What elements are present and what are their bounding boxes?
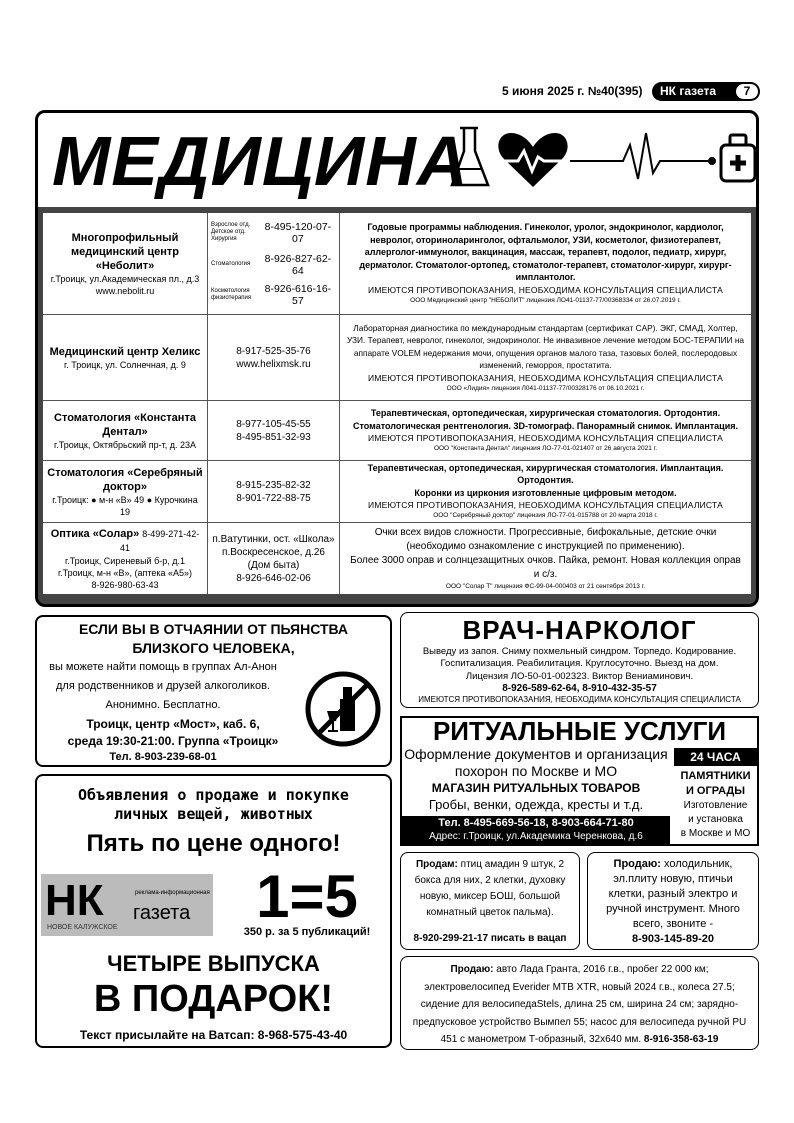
ad-body [401, 853, 579, 921]
brand-label: НК газета [660, 84, 717, 98]
clinic-description: Лабораторная диагностика по международным стандартам (сертификат CAP). ЭКГ, СМАД, Холтер, УЗИ. Терапевт, невролог, гинеколог, эндокринолог. Не инвазивное лечение методом БОС-ТЕРАПИИ на аппарате VOLEM недержания мочи, опущения органов малого таза, тазовых болей, послеродовых изменений, геморроя, простатита. [346, 322, 745, 370]
clinic-name-text: Оптика «Солар» [50, 527, 140, 540]
ad-label: Продаю: [613, 858, 661, 870]
clinic-address: г.Троицк, ул.Академическая пл., д.3 [50, 273, 200, 284]
phone-number: 8-926-827-62-64 [264, 252, 332, 277]
logo-word: газета [133, 902, 191, 924]
section-title: МЕДИЦИНА [52, 122, 469, 200]
al-anon-ad [35, 615, 392, 767]
ad-phone: 8-920-299-21-17 писать в вацап [413, 933, 567, 944]
clinic-name [47, 527, 203, 555]
promo-contact: Текст присылайте на Ватсап: 8-968-575-43-40 [79, 1028, 348, 1042]
clinic-address: г.Троицк, м-н «В», (аптека «А5») [57, 567, 193, 578]
ad-phone: 8-926-589-62-64, 8-910-432-35-57 [502, 683, 657, 694]
ad-text: Троицк, центр «Мост», каб. 6, [86, 717, 260, 731]
promo-bonus: В ПОДАРОК! [93, 978, 334, 1020]
phone-number: 8-495-120-07-07 [264, 220, 332, 245]
clinics-table [43, 213, 751, 594]
logo-tagline: реклама-информационная [135, 890, 210, 896]
ad-label: Продаю: [450, 964, 494, 975]
ad-text: вы можете найти помощь в группах Ал-Анон [49, 661, 277, 673]
ad-phone: Тел. 8-903-239-68-01 [109, 751, 217, 763]
ad-address: Адрес: г.Троицк, ул.Академика Черенкова, д.6 [429, 831, 643, 842]
ad-phone: Тел. 8-495-669-56-18, 8-903-664-71-80 [438, 817, 634, 829]
medicine-section [35, 110, 759, 607]
first-aid-kit-icon [721, 135, 755, 181]
page-number: 7 [736, 84, 758, 99]
clinic-address: г.Троицк: ● м-н «В» 49 ● Курочкина 19 [52, 494, 198, 517]
clinic-description: (необходимо ознакомление с инструкцией по применению). [406, 540, 685, 552]
medical-icons [448, 123, 758, 193]
classifieds-promo [35, 774, 392, 1048]
clinic-description: Терапевтическая, ортопедическая, хирургическая стоматология. Имплантация. Ортодонтия. [367, 462, 724, 486]
ad-title: ВРАЧ-НАРКОЛОГ [462, 615, 697, 645]
logo-letters: НК [45, 876, 104, 925]
ad-body [401, 957, 758, 1049]
clinic-address: г.Троицк, Октябрьский пр-т, д. 23А [54, 439, 196, 450]
ad-text: в Москве и МО [680, 828, 751, 839]
clinic-name: Медицинский центр Хеликс [49, 345, 201, 358]
clinic-description: Коронки из циркония изготовленные цифровым методом. [414, 487, 677, 498]
clinic-name: Многопрофильный медицинский центр «Неболит» [70, 231, 179, 272]
clinic-site: www.helixmsk.ru [236, 358, 311, 370]
phone-label: Взрослое отд. Детское отд. Хирургия [211, 222, 251, 242]
issue-date: 5 июня 2025 г. №40(395) [502, 84, 643, 98]
clinic-site: www.nebolit.ru [95, 285, 155, 296]
promo-slogan: Пять по цене одного! [86, 830, 341, 857]
ad-text: Гробы, венки, одежда, кресты и т.д. [428, 797, 644, 812]
promo-bonus: ЧЕТЫРЕ ВЫПУСКА [107, 951, 320, 976]
phone-number: 8-901-722-88-75 [236, 492, 311, 504]
clinic-address: г. Троицк, ул. Солнечная, д. 9 [64, 359, 186, 370]
clinic-description: Стоматологическая рентгенология. 3D-томограф. Панорамный снимок. Имплантация. [353, 420, 738, 431]
license-text: ООО «Лидия» лицензия Л041-01137-77/00328176 от 06.10.2021 г. [446, 384, 645, 392]
ad-text: авто Лада Гранта, 2016 г.в., пробег 22 000 км; электровелосипед Everider MTB XTR, новый 2024 г.в., колеса 27.5; сидение для велосипедаStels, длина 25 см, ширина 24 см; зарядно-предпусковое устройство Вымпел 55; насос для велосипеда ручной PU 451 с манометром Т-образный, 32x640 мм. [412, 964, 747, 1045]
nk-logo [41, 874, 213, 936]
ad-heading: ЕСЛИ ВЫ В ОТЧАЯНИИ ОТ ПЬЯНСТВА [78, 621, 349, 637]
logo-small: НОВОЕ КАЛУЖСКОЕ [47, 924, 118, 931]
ad-phone: 8-903-145-89-20 [632, 933, 714, 945]
ad-phone: 8-916-358-63-19 [643, 1034, 719, 1045]
clinic-description: Более 3000 оправ и солнцезащитных очков. Пайка, ремонт. Новая коллекция оправ и с/з. [350, 554, 741, 580]
clinic-description: Годовые программы наблюдения. Гинеколог, уролог, эндокринолог, кардиолог, невролог, оториноларинголог, офтальмолог, УЗИ, косметолог, физиотерапевт, аллерголог-иммунолог, вакцинация, массаж, терапевт, подолог, педиатр, хирург, дерматолог. Стоматолог-ортопед, стоматолог-терапевт, стоматолог-хирург, хирург-имплантолог. [359, 222, 732, 283]
ad-text: холодильник, эл.плиту новую, птичьи клетки, разный электро и ручной инструмент. Много всего, звоните - [606, 858, 740, 930]
table-row [43, 315, 751, 401]
newspaper-logo [652, 82, 760, 101]
phone-number: 8-915-235-82-32 [236, 479, 311, 491]
ad-text: МАГАЗИН РИТУАЛЬНЫХ ТОВАРОВ [431, 781, 641, 795]
clinic-name: Стоматология «Константа Дентал» [54, 411, 196, 438]
phone-number: 8-977-105-45-55 [236, 418, 311, 430]
ad-text: Изготовление [683, 800, 748, 811]
phone-number: 8-926-980-63-43 [91, 579, 159, 590]
table-row [43, 523, 751, 594]
warning-text: ИМЕЮТСЯ ПРОТИВОПОКАЗАНИЯ, НЕОБХОДИМА КОНСУЛЬТАЦИЯ СПЕЦИАЛИСТА [368, 433, 723, 443]
warning-text: ИМЕЮТСЯ ПРОТИВОПОКАЗАНИЯ, НЕОБХОДИМА КОНСУЛЬТАЦИЯ СПЕЦИАЛИСТА [368, 284, 723, 295]
ad-text: похорон по Москве и МО [454, 763, 618, 779]
classified-ad [400, 956, 759, 1050]
heart-icon [498, 133, 567, 187]
ritual-services-ad [400, 716, 759, 846]
branch-address: п.Ватутинки, ост. «Школа» [212, 533, 335, 545]
ad-text: Госпитализация. Реабилитация. Круглосуточно. Выезд на дом. [440, 658, 719, 669]
pulse-icon [570, 133, 715, 179]
phone-number: 8-917-525-35-76 [236, 345, 311, 357]
medicine-header [38, 113, 756, 207]
phone-number: 8-495-851-32-93 [236, 431, 311, 443]
warning-text: ИМЕЮТСЯ ПРОТИВОПОКАЗАНИЯ, НЕОБХОДИМА КОНСУЛЬТАЦИЯ СПЕЦИАЛИСТА [368, 372, 723, 383]
table-row [43, 461, 751, 523]
ad-title: РИТУАЛЬНЫЕ УСЛУГИ [432, 716, 727, 746]
license-text: ООО "Солар Т" лицензия ФС-99-04-000403 от 21 сентября 2013 г. [445, 582, 646, 590]
ad-text: среда 19:30-21:00. Группа «Троицк» [67, 734, 279, 748]
branch-address: п.Воскресенское, д.26 [222, 546, 325, 558]
ad-body [588, 853, 758, 932]
phone-label: Стоматология [211, 261, 251, 267]
ad-text: Оформление документов и организация [404, 746, 668, 762]
clinic-address: г.Троицк, Сиреневый б-р, д.1 [64, 555, 185, 566]
license-text: ООО "Константа Дентал" лицензия ЛО-77-01-021407 от 26 августа 2021 г. [433, 445, 658, 452]
warning-text: ИМЕЮТСЯ ПРОТИВОПОКАЗАНИЯ, НЕОБХОДИМА КОНСУЛЬТАЦИЯ СПЕЦИАЛИСТА [418, 695, 741, 704]
ad-text: и установка [688, 814, 743, 825]
ad-text: для родственников и друзей алкоголиков. [56, 680, 270, 692]
promo-heading: Объявления о продаже и покупке [78, 786, 349, 804]
clinic-description: Терапевтическая, ортопедическая, хирургическая стоматология. Ортодонтия. [370, 408, 721, 418]
phone-number: 8-926-646-02-06 [236, 572, 311, 584]
ad-text: Анонимно. Бесплатно. [105, 699, 221, 711]
ad-text: Выведу из запоя. Сниму похмельный синдром. Торпедо. Кодирование. [422, 646, 737, 657]
phone-number: 8-499-271-42-41 [119, 528, 200, 553]
narcologist-ad [400, 612, 759, 708]
contact-bar [402, 816, 670, 846]
hours-badge: 24 ЧАСА [674, 748, 757, 766]
ad-text: И ОГРАДЫ [685, 785, 746, 797]
classified-ad [400, 852, 580, 950]
license-text: ООО "Серебряный доктор" лицензия ЛО-77-01-015788 от 20 марта 2018 г. [433, 512, 658, 520]
promo-deal: 1=5 [256, 863, 358, 930]
flask-icon [452, 128, 488, 185]
branch-address: (Дом быта) [247, 559, 300, 571]
table-row [43, 401, 751, 461]
license-text: ООО Медицинский центр "НЕБОЛИТ" лицензия ЛО41-01137-77/00368334 от 26.07.2019 г. [410, 296, 681, 304]
phone-number: 8-926-616-16-57 [264, 282, 332, 307]
classified-ad [587, 852, 759, 950]
phone-label: Косметология физиотерапия [211, 287, 252, 301]
no-alcohol-icon [303, 669, 383, 749]
warning-text: ИМЕЮТСЯ ПРОТИВОПОКАЗАНИЯ, НЕОБХОДИМА КОНСУЛЬТАЦИЯ СПЕЦИАЛИСТА [368, 500, 723, 511]
ad-text: ПАМЯТНИКИ [680, 770, 751, 782]
clinic-description: Очки всех видов сложности. Прогрессивные, бифокальные, детские очки [374, 526, 717, 538]
ad-heading: БЛИЗКОГО ЧЕЛОВЕКА, [132, 640, 295, 656]
ad-label: Продам: [415, 859, 458, 870]
ad-text: птиц амадин 9 штук, 2 бокса для них, 2 клетки, духовку новую, миксер БОШ, большой комнатный цветок пальма). [414, 859, 566, 918]
promo-price: 350 р. за 5 публикаций! [243, 926, 371, 938]
table-row [43, 213, 751, 315]
ad-text: Лицензия ЛО-50-01-002323. Виктор Вениаминович. [465, 671, 694, 682]
clinic-name: Стоматология «Серебряный доктор» [47, 466, 203, 493]
promo-heading: личных вещей, животных [114, 805, 313, 823]
